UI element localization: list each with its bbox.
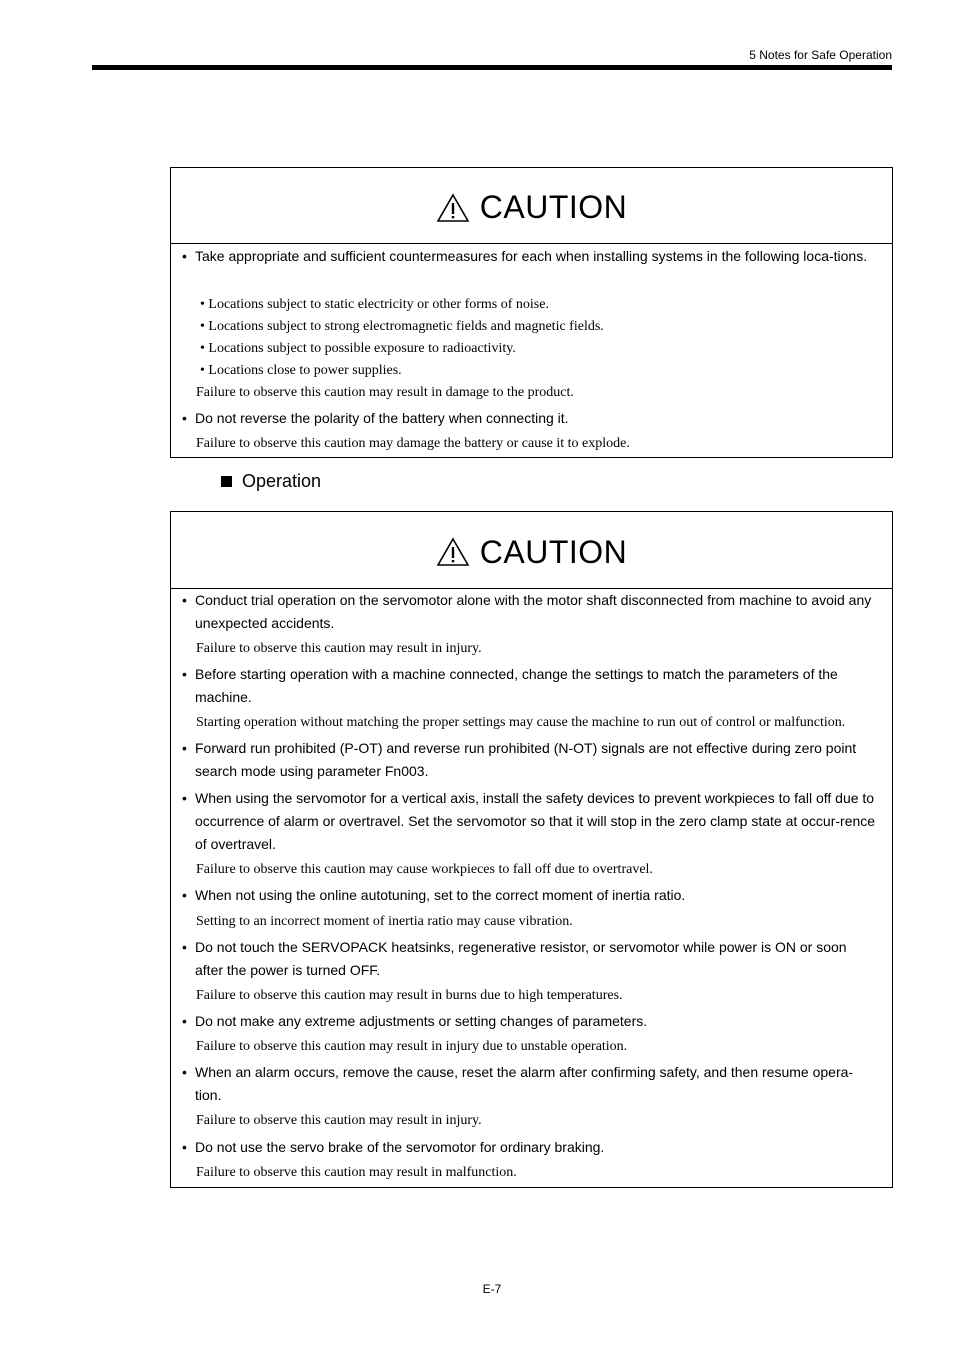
- caution-note: Starting operation without matching the proper settings may cause the machine to run out of control or malfunction.: [196, 715, 846, 730]
- section-heading-text: Operation: [242, 471, 322, 491]
- sub-item: • Locations subject to possible exposure to radioactivity.: [200, 341, 516, 356]
- sub-item: • Locations subject to strong electromagnetic fields and magnetic fields.: [200, 319, 604, 334]
- sub-item: • Locations close to power supplies.: [200, 363, 402, 378]
- warning-triangle-icon: [436, 193, 470, 223]
- running-header: 5 Notes for Safe Operation: [749, 48, 892, 62]
- caution-note: Setting to an incorrect moment of inertia ratio may cause vibration.: [196, 914, 573, 929]
- caution-note: Failure to observe this caution may result in injury.: [196, 641, 482, 656]
- square-bullet-icon: [221, 476, 232, 487]
- section-heading: [221, 471, 321, 492]
- caution-note: Failure to observe this caution may cause workpieces to fall off due to overtravel.: [196, 862, 653, 877]
- caution-title: CAUTION: [479, 189, 628, 225]
- caution-note: Failure to observe this caution may result in damage to the product.: [196, 385, 574, 400]
- caution-box-operation: CAUTION • Conduct trial operation on the servomotor alone with the motor shaft disconnected from machine to avoid any unexpected accidents. Failure to observe this caution may result in injury. • Before starting operation with a machine connected, change the settings to match the parameters of the machine. Starting operation without matching the proper settings may cause the machine to run out of control or malfunction. • Forward run prohibited (P-OT) and reverse run prohibited (N-OT) signals are not effective during zero point search mode using parameter Fn003. • When using the servomotor for a vertical axis, install the safety devices to prevent workpieces to fall off due to occurrence of alarm or overtravel. Set the servomotor so that it will stop in the zero clamp state at occur-rence of overtravel. Failure to observe this caution may cause workpieces to fall off due to overtravel. • When not using the online autotuning, set to the correct moment of inertia ratio. Setting to an incorrect moment of inertia ratio may cause vibration. • Do not touch the SERVOPACK heatsinks, regenerative resistor, or servomotor while power is ON or soon after the power is turned OFF. Failure to observe this caution may result in burns due to high temperatures. • Do not make any extreme adjustments or setting changes of parameters. Failure to observe this caution may result in injury due to unstable operation. • When an alarm occurs, remove the cause, reset the alarm after confirming safety, and then resume opera-tion. Failure to observe this caution may result in injury. • Do not use the servo brake of the servomotor for ordinary braking. Failure to observe this caution may result in malfunction.: [170, 511, 893, 1188]
- caution-note: Failure to observe this caution may result in injury.: [196, 1113, 482, 1128]
- caution-note: Failure to observe this caution may damage the battery or cause it to explode.: [196, 436, 630, 451]
- caution-header: [171, 512, 892, 589]
- header-rule: [92, 65, 892, 70]
- caution-title: CAUTION: [479, 533, 628, 570]
- caution-note: Failure to observe this caution may result in injury due to unstable operation.: [196, 1039, 628, 1054]
- page-number: E-7: [482, 1282, 502, 1296]
- caution-note: Failure to observe this caution may result in burns due to high temperatures.: [196, 988, 623, 1003]
- sub-item: • Locations subject to static electricity or other forms of noise.: [200, 297, 549, 312]
- warning-triangle-icon: [436, 537, 470, 567]
- caution-box-installation: CAUTION • Take appropriate and sufficient countermeasures for each when installing systems in the following loca-tions. • Locations subject to static electricity or other forms of noise. • Locations subject to strong electromagnetic fields and magnetic fields. • Locations subject to possible exposure to radioactivity. • Locations close to power supplies. Failure to observe this caution may result in damage to the product. • Do not reverse the polarity of the battery when connecting it. Failure to observe this caution may damage the battery or cause it to explode.: [170, 167, 893, 458]
- caution-header: [171, 168, 892, 244]
- caution-note: Failure to observe this caution may result in malfunction.: [196, 1165, 517, 1180]
